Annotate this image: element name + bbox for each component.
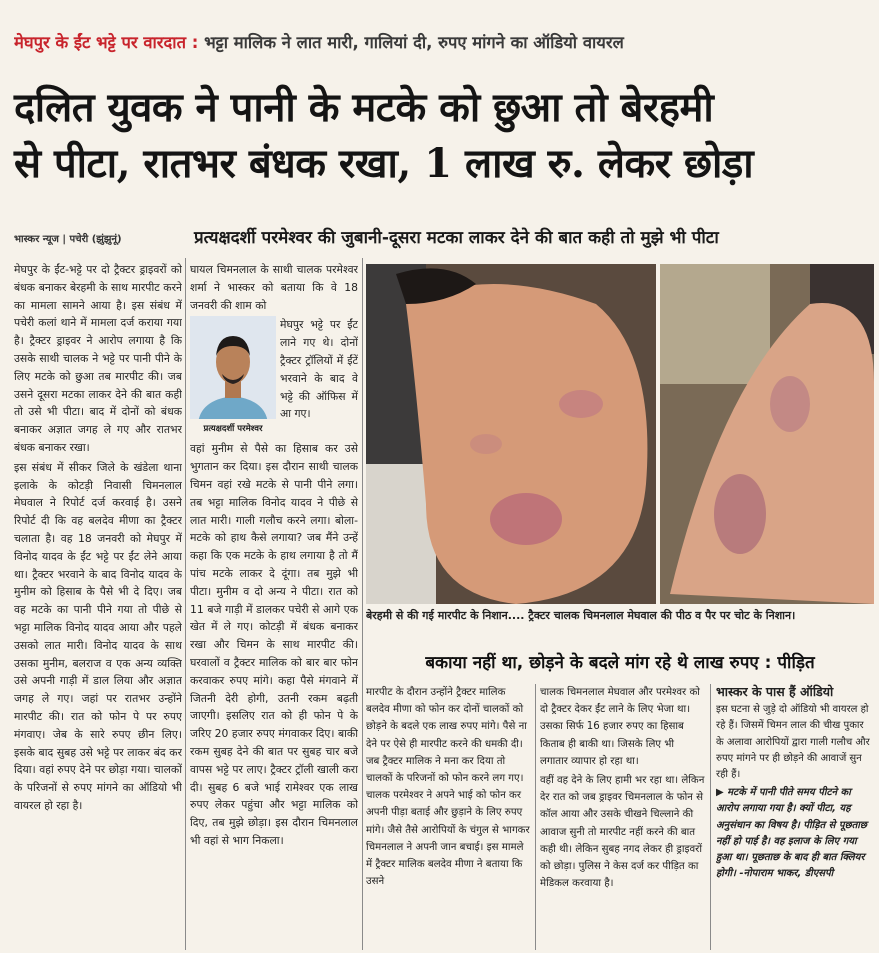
headline <box>14 80 869 192</box>
audio-sidebar <box>716 684 874 950</box>
article-column-2 <box>190 261 358 951</box>
kicker-text: भट्टा मालिक ने लात मारी, गालियां दी, रुपए मांगने का ऑडियो वायरल <box>204 33 624 52</box>
dsp-quote-text: मटके में पानी पीते समय पीटने का आरोप लगाया गया है। क्यों पीटा, यह अनुसंधान का विषय है। पीड़ित से पूछताछ नहीं हो पाई है। वह इलाज के लिए गया हुआ था। पूछताछ के बाद ही बात क्लियर होगी। -नोपाराम भाकर, डीएसपी <box>716 787 867 880</box>
injury-photo-leg <box>660 264 874 604</box>
column-rule <box>535 684 536 950</box>
col1-paragraph-1: मेघपुर के ईंट-भट्टे पर दो ट्रैक्टर ड्राइवरों को बंधक बनाकर बेरहमी के साथ मारपीट करने का मामला सामने आया है। इस संबंध में पचेरी कलां थाने में मामला दर्ज कराया गया है। ट्रैक्टर ड्राइवर ने आरोप लगाया है कि उसके साथी चालक ने भट्टे पर पानी पीने के लिए मटके को छुआ तब मारपीट की। जब उसने दूसरा मटका लाकर देने की बात कही तो उसे भी पीटा। बाद में दोनों को बंधक बनाकर अज्ञात जगह ले गए और रातभर बंधक बनाकर रखा। <box>14 263 182 454</box>
headline-line-1: दलित युवक ने पानी के मटके को छुआ तो बेरहमी <box>14 84 714 131</box>
col1-paragraph-2: इस संबंध में सीकर जिले के खंडेला थाना इलाके के कोटड़ी निवासी चिमनलाल मेघवाल ने रिपोर्ट दर्ज करवाई है। उसने रिपोर्ट दी कि वह बलदेव मीणा का ट्रैक्टर चलाता है। वह 18 जनवरी को मेघपुर में विनोद यादव के ईंट भट्टे पर ईंट लेने आया था। ट्रैक्टर भरवाने के बाद विनोद यादव के मुनीम को हिसाब के पैसे भी दे दिए। जब वह मटके का पानी पीने गया तो पीछे से भट्टा मालिक विनोद यादव आया और पहले उसको लात मारी। विनोद यादव के साथ उसका मुनीम, बलराज व एक अन्य व्यक्ति उसे अपनी गाड़ी में डाल लिया और अज्ञात जगह ले गए। जहां पर रातभर उन्होंने मारपीट की। रात को फोन पे पर रुपए मंगवाए। जेब के सारे रुपए छीन लिए। इसके बाद सुबह उसे भट्टे पर लाकर बंद कर दिया। वहां रुपए देने पर छोड़ा गया। चालकों के परिजनों से रुपए मांगने का ऑडियो भी वायरल हो रहा है। <box>14 460 182 812</box>
victim-section-heading: बकाया नहीं था, छोड़ने के बदले मांग रहे थे लाख रुपए : पीड़ित <box>425 653 815 673</box>
column-rule <box>362 258 363 950</box>
byline: भास्कर न्यूज | पचेरी (झुंझुनूं) <box>14 234 122 245</box>
article-column-4 <box>540 684 705 950</box>
leg-injury-image <box>660 264 874 604</box>
article-column-1 <box>14 261 182 951</box>
audio-sidebar-heading: भास्कर के पास हैं ऑडियो <box>716 684 834 699</box>
col4-paragraph-2: वहीं वह देने के लिए हामी भर रहा था। लेकिन देर रात को जब ड्राइवर चिमनलाल के फोन से कॉल आया और उसके चीखने चिल्लाने की आवाज सुनी तो मारपीट नहीं करने की बात कही थी। लेकिन सुबह नगद लेकर ही ड्राइवरों को छोड़ा। पुलिस ने केस दर्ज कर पीड़ित का मेडिकल करवाया है। <box>540 775 705 890</box>
column-rule <box>710 684 711 950</box>
kicker <box>14 30 869 53</box>
column-rule <box>185 258 186 950</box>
col2-body: वहां मुनीम से पैसे का हिसाब कर उसे भुगतान कर दिया। इस दौरान साथी चालक चिमन वहां रखे मटके से पानी पीने लगा। तब भट्टा मालिक विनोद यादव ने पीछे से लात मारी। गाली गलौच करने लगा। बोला-मटके को हाथ कैसे लगाया? जब मैंने उन्हें कहा कि एक मटके के हाथ लगाया है तो मैं पांच मटके लाकर दे दूंगा। तब मुझे भी पीटा। मुनीम व दो अन्य ने पीटा। रात को 11 बजे गाड़ी में डालकर पचेरी से आगे एक खेत में ले गए। कोटड़ी में बंधक बनाकर रखा और चिमन के साथ मारपीट की। घरवालों व ट्रैक्टर मालिक को बार बार फोन करवाकर रुपए मांगे। कहा पैसे मंगवाने में जितनी देरी होगी, उतनी रकम बढ़ती जाएगी। इसलिए रात को ही फोन पे के जरिए 20 हजार रुपए मंगवाकर दिए। बाकी रकम सुबह देने की बात पर सुबह चार बजे वापस भट्टे पर लाए। ट्रैक्टर ट्रॉली खाली करा दी। सुबह 6 बजे भाई रामेश्वर एक लाख रुपए लेकर पहुंचा और भट्टा मालिक को दिए, तब मुझे छोड़ा। इस दौरान चिमनलाल भी वहां से भाग निकला। <box>190 442 358 847</box>
photo-caption: बेरहमी से की गई मारपीट के निशान.... ट्रैक्टर चालक चिमनलाल मेघवाल की पीठ व पैर पर चोट के निशान। <box>366 609 796 622</box>
witness-portrait <box>190 316 276 440</box>
col2-intro: घायल चिमनलाल के साथी चालक परमेश्वर शर्मा ने भास्कर को बताया कि वे 18 जनवरी की शाम को <box>190 263 358 312</box>
dsp-quote <box>716 785 874 882</box>
audio-sidebar-text: इस घटना से जुड़े दो ऑडियो भी वायरल हो रहे हैं। जिसमें चिमन लाल की चीख पुकार के अलावा आरोपियों द्वारा गाली गलौच और रुपए मांगने पर ही छोड़ने की आवाजें सुन रही हैं। <box>716 704 870 781</box>
headline-line-2: से पीटा, रातभर बंधक रखा, 1 लाख रु. लेकर छोड़ा <box>14 140 754 187</box>
kicker-place: मेघपुर के ईंट भट्टे पर वारदात : <box>14 33 199 52</box>
subhead: प्रत्यक्षदर्शी परमेश्वर की जुबानी-दूसरा मटका लाकर देने की बात कही तो मुझे भी पीटा <box>194 228 719 248</box>
col4-paragraph-1: चालक चिमनलाल मेघवाल और परमेश्वर को दो ट्रैक्टर देकर ईंट लाने के लिए भेजा था। उसका सिर्फ 16 हजार रुपए का हिसाब किताब ही बाकी था। जिसके लिए भी लगातार व्यापार हो रहा था। <box>540 687 700 767</box>
portrait-caption: प्रत्यक्षदर्शी परमेश्वर <box>190 419 276 441</box>
article-column-3: मारपीट के दौरान उन्होंने ट्रैक्टर मालिक बलदेव मीणा को फोन कर दोनों चालकों को छोड़ने के बदले एक लाख रुपए मांगे। पैसे ना देने पर ऐसे ही मारपीट करने की धमकी दी। जब ट्रैक्टर मालिक ने मना कर दिया तो चालकों के परिजनों को फोन करने लग गए। चालक परमेश्वर ने अपने भाई को फोन कर अपनी पीड़ा बताई और छुड़ाने के लिए रुपए मांगे। जैसे तैसे आरोपियों के चंगुल से भागकर चिमनलाल ने अपनी जान बचाई। इस मामले में ट्रैक्टर मालिक बलदेव मीणा ने बताया कि उसने <box>366 687 530 888</box>
col2-wrap-text: मेघपुर भट्टे पर ईंट लाने गए थे। दोनों ट्रैक्टर ट्रॉलियों में ईंटें भरवाने के बाद वे भट्टे की ऑफिस में आ गए। <box>280 318 358 421</box>
back-injury-image <box>366 264 656 604</box>
quote-mark-icon: ▶ <box>716 787 728 799</box>
injury-photo-back <box>366 264 656 604</box>
